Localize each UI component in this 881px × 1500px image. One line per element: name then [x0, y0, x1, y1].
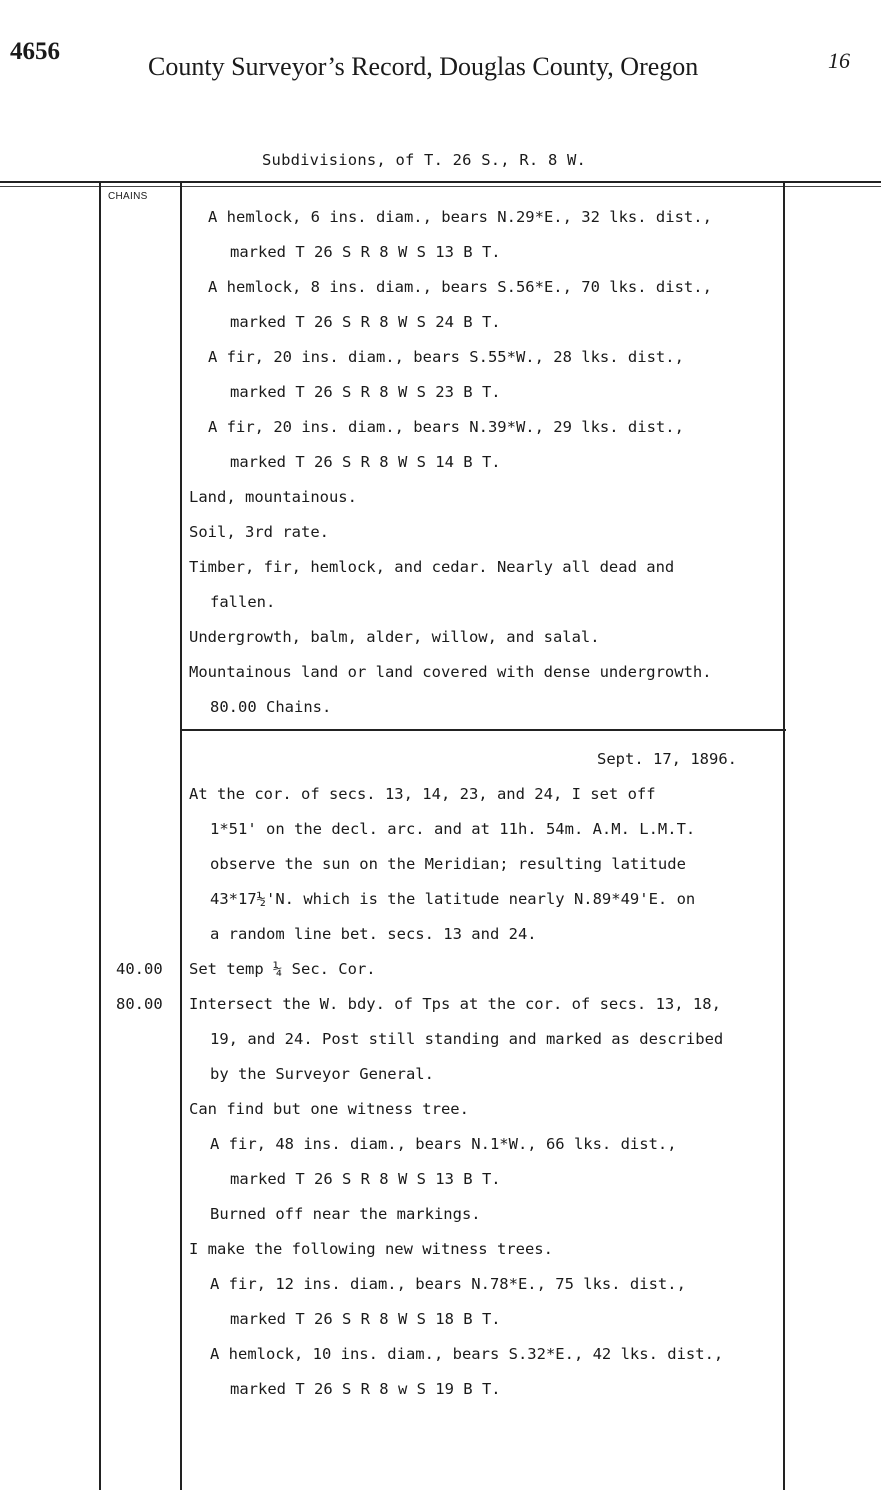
- record-line: Intersect the W. bdy. of Tps at the cor. of secs. 13, 18,: [189, 995, 721, 1013]
- record-line: A fir, 20 ins. diam., bears N.39*W., 29 lks. dist.,: [208, 418, 684, 436]
- record-line: I make the following new witness trees.: [189, 1240, 553, 1258]
- record-line: Set temp ¼ Sec. Cor.: [189, 960, 376, 978]
- entry-date: Sept. 17, 1896.: [597, 750, 737, 768]
- record-title: County Surveyor’s Record, Douglas County, Oregon: [148, 52, 699, 81]
- record-line: marked T 26 S R 8 W S 18 B T.: [230, 1310, 501, 1328]
- text-column-left-rule: [180, 183, 182, 1490]
- record-line: Burned off near the markings.: [210, 1205, 481, 1223]
- record-line: 80.00 Chains.: [210, 698, 332, 716]
- record-line: marked T 26 S R 8 W S 13 B T.: [230, 1170, 501, 1188]
- record-line: marked T 26 S R 8 W S 13 B T.: [230, 243, 501, 261]
- chains-value: 80.00: [116, 995, 163, 1013]
- page-subtitle: Subdivisions, of T. 26 S., R. 8 W.: [262, 151, 587, 169]
- record-line: At the cor. of secs. 13, 14, 23, and 24, I set off: [189, 785, 656, 803]
- record-line: Can find but one witness tree.: [189, 1100, 469, 1118]
- section-divider: [180, 729, 786, 731]
- record-line: observe the sun on the Meridian; resulting latitude: [210, 855, 686, 873]
- record-line: A hemlock, 6 ins. diam., bears N.29*E., 32 lks. dist.,: [208, 208, 712, 226]
- record-line: Undergrowth, balm, alder, willow, and salal.: [189, 628, 600, 646]
- record-line: Timber, fir, hemlock, and cedar. Nearly all dead and: [189, 558, 675, 576]
- text-column-right-rule: [783, 183, 785, 1490]
- record-line: Mountainous land or land covered with dense undergrowth.: [189, 663, 712, 681]
- record-line: a random line bet. secs. 13 and 24.: [210, 925, 537, 943]
- record-line: A fir, 20 ins. diam., bears S.55*W., 28 lks. dist.,: [208, 348, 684, 366]
- chains-column-header: CHAINS: [108, 191, 148, 202]
- page-number: 4656: [10, 38, 60, 65]
- record-line: marked T 26 S R 8 W S 24 B T.: [230, 313, 501, 331]
- folio-number: 16: [828, 48, 850, 73]
- record-line: fallen.: [210, 593, 276, 611]
- record-line: marked T 26 S R 8 W S 14 B T.: [230, 453, 501, 471]
- chains-value: 40.00: [116, 960, 163, 978]
- record-line: Land, mountainous.: [189, 488, 357, 506]
- record-line: Soil, 3rd rate.: [189, 523, 329, 541]
- record-line: A hemlock, 10 ins. diam., bears S.32*E., 42 lks. dist.,: [210, 1345, 724, 1363]
- chains-column-left-rule: [99, 183, 101, 1490]
- header-rule-thin: [0, 186, 881, 187]
- record-line: 43*17½'N. which is the latitude nearly N.89*49'E. on: [210, 890, 696, 908]
- header-rule: [0, 181, 881, 183]
- record-line: A fir, 48 ins. diam., bears N.1*W., 66 lks. dist.,: [210, 1135, 677, 1153]
- record-line: marked T 26 S R 8 w S 19 B T.: [230, 1380, 501, 1398]
- record-line: by the Surveyor General.: [210, 1065, 434, 1083]
- record-line: marked T 26 S R 8 W S 23 B T.: [230, 383, 501, 401]
- record-line: 19, and 24. Post still standing and marked as described: [210, 1030, 724, 1048]
- record-line: A fir, 12 ins. diam., bears N.78*E., 75 lks. dist.,: [210, 1275, 686, 1293]
- record-line: 1*51' on the decl. arc. and at 11h. 54m. A.M. L.M.T.: [210, 820, 696, 838]
- record-line: A hemlock, 8 ins. diam., bears S.56*E., 70 lks. dist.,: [208, 278, 712, 296]
